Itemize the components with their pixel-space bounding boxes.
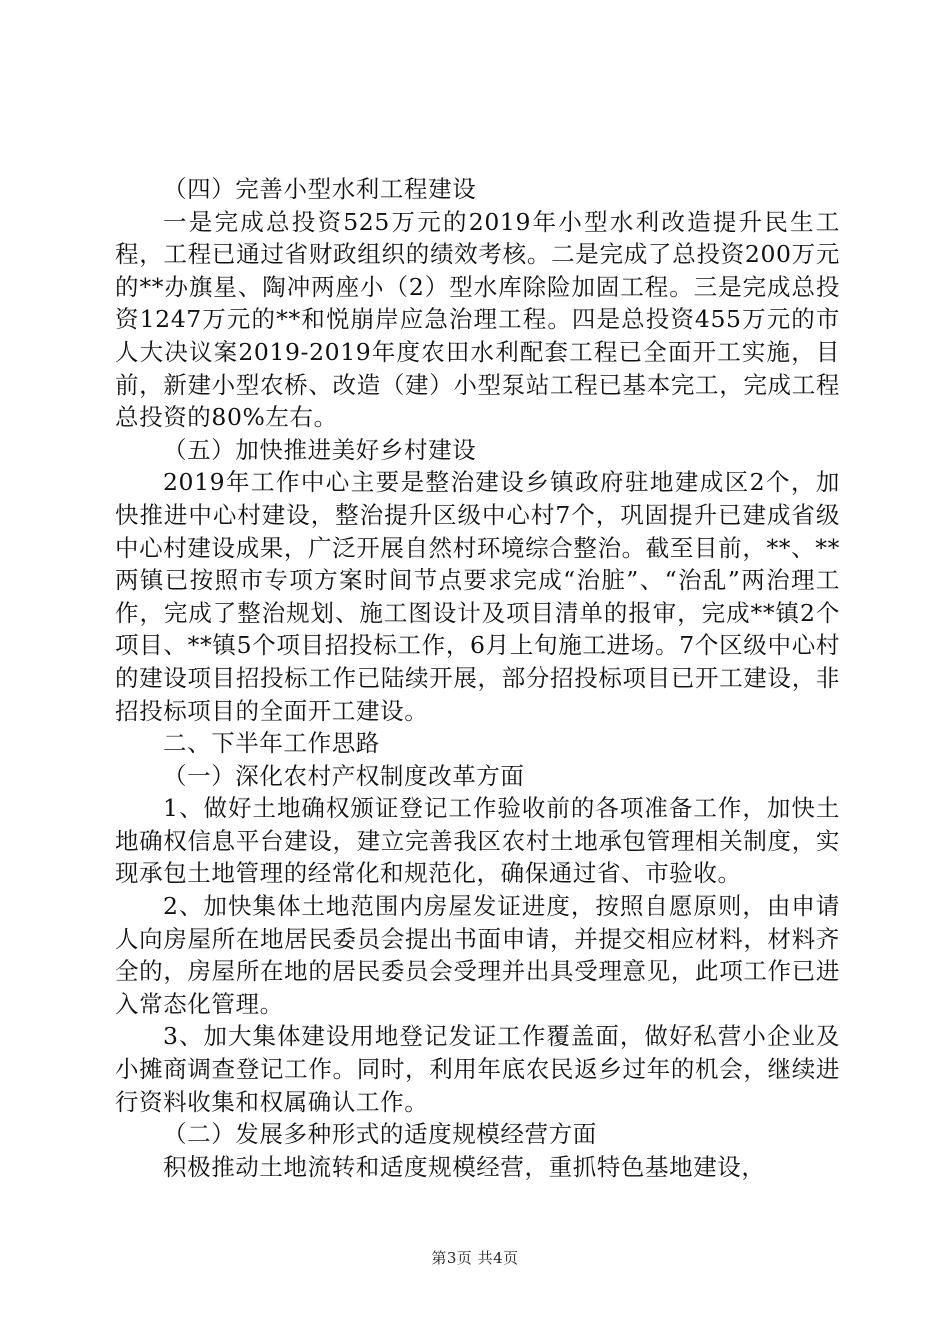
section-heading-4: （四）完善小型水利工程建设 [163, 175, 477, 203]
paragraph-item-2: 2、加快集体土地范围内房屋发证进度，按照自愿原则，由申请人向房屋所在地居民委员会提出书面申请，并提交相应材料，材料齐全的，房屋所在地的居民委员会受理并出具受理意见，此项工作已进入常态化管理。 [115, 892, 840, 1018]
paragraph-item-1: 1、做好土地确权颁证登记工作验收前的各项准备工作，加快土地确权信息平台建设，建立完善我区农村土地承包管理相关制度，实现承包土地管理的经常化和规范化，确保通过省、市验收。 [115, 794, 840, 888]
paragraph-item-3: 3、加大集体建设用地登记发证工作覆盖面，做好私营小企业及小摊商调查登记工作。同时，利用年底农民返乡过年的机会，继续进行资料收集和权属确认工作。 [115, 1022, 840, 1116]
paragraph-land-transfer: 积极推动土地流转和适度规模经营，重抓特色基地建设， [163, 1152, 766, 1181]
paragraph-water-projects: 一是完成总投资525万元的2019年小型水利改造提升民生工程，工程已通过省财政组织的绩效考核。二是完成了总投资200万元的**办旗星、陶冲两座小（2）型水库除险加固工程。三是完成总投资1247万元的**和悦崩岸应急治理工程。四是总投资455万元的市人大决议案2019-2019年度农田水利配套工程已全面开工实施，目前，新建小型农桥、改造（建）小型泵站工程已基本完工，完成工程总投资的80%左右。 [115, 207, 840, 432]
section-heading-1: （一）深化农村产权制度改革方面 [163, 761, 525, 790]
chapter-heading-next-half: 二、下半年工作思路 [163, 729, 380, 758]
page-footer: 第3页 共4页 [431, 1249, 519, 1267]
section-heading-5: （五）加快推进美好乡村建设 [163, 435, 477, 464]
document-body [115, 173, 840, 1183]
section-heading-2: （二）发展多种形式的适度规模经营方面 [163, 1120, 597, 1149]
paragraph-village-construction: 2019年工作中心主要是整治建设乡镇政府驻地建成区2个，加快推进中心村建设，整治提升区级中心村7个，巩固提升已建成省级中心村建设成果，广泛开展自然村环境综合整治。截至目前，**、**两镇已按照市专项方案时间节点要求完成“治脏”、“治乱”两治理工作，完成了整治规划、施工图设计及项目清单的报审，完成**镇2个项目、**镇5个项目招投标工作，6月上旬施工进场。7个区级中心村的建设项目招投标工作已陆续开展，部分招投标项目已开工建设，非招投标项目的全面开工建设。 [115, 468, 840, 725]
